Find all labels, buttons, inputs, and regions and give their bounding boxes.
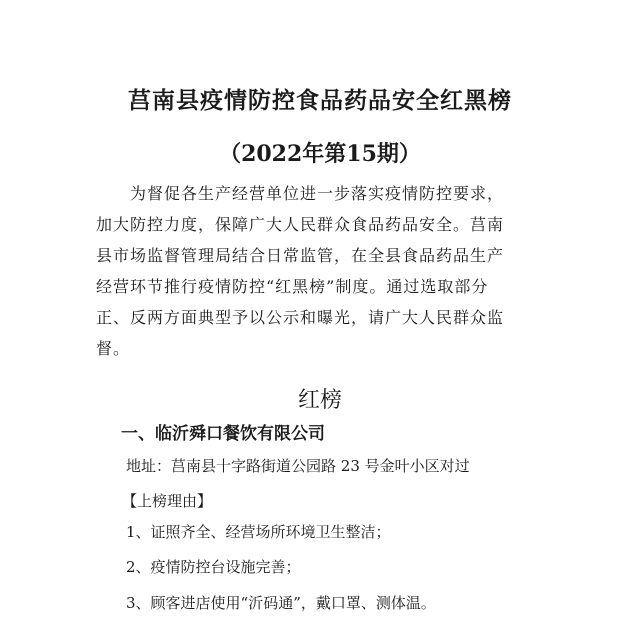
intro-line: 县市场监督管理局结合日常监管，在全县食品药品生产 [96,246,505,265]
reason-item: 1、证照齐全、经营场所环境卫生整洁； [126,523,391,541]
reason-item: 3、顾客进店使用“沂码通”，戴口罩、测体温。 [126,594,436,612]
company-name: 一、临沂舜口餐饮有限公司 [121,424,325,444]
reason-item: 2、疫情防控台设施完善； [126,558,301,576]
company-address: 地址：莒南县十字路街道公园路 23 号金叶小区对过 [126,457,470,475]
reason-label: 【上榜理由】 [122,492,213,510]
intro-line: 经营环节推行疫情防控“红黑榜”制度。通过选取部分 [96,277,489,296]
intro-line: 正、反两方面典型予以公示和曝光，请广大人民群众监 [96,308,505,327]
red-list-heading: 红榜 [297,388,342,413]
intro-line: 加大防控力度，保障广大人民群众食品药品安全。莒南 [96,215,505,234]
intro-paragraph [96,178,556,364]
intro-line: 为督促各生产经营单位进一步落实疫情防控要求， [130,184,505,203]
issue-number: （2022年第15期） [219,141,421,167]
document-title: 莒南县疫情防控食品药品安全红黑榜 [128,87,512,114]
intro-line: 督。 [96,339,131,358]
